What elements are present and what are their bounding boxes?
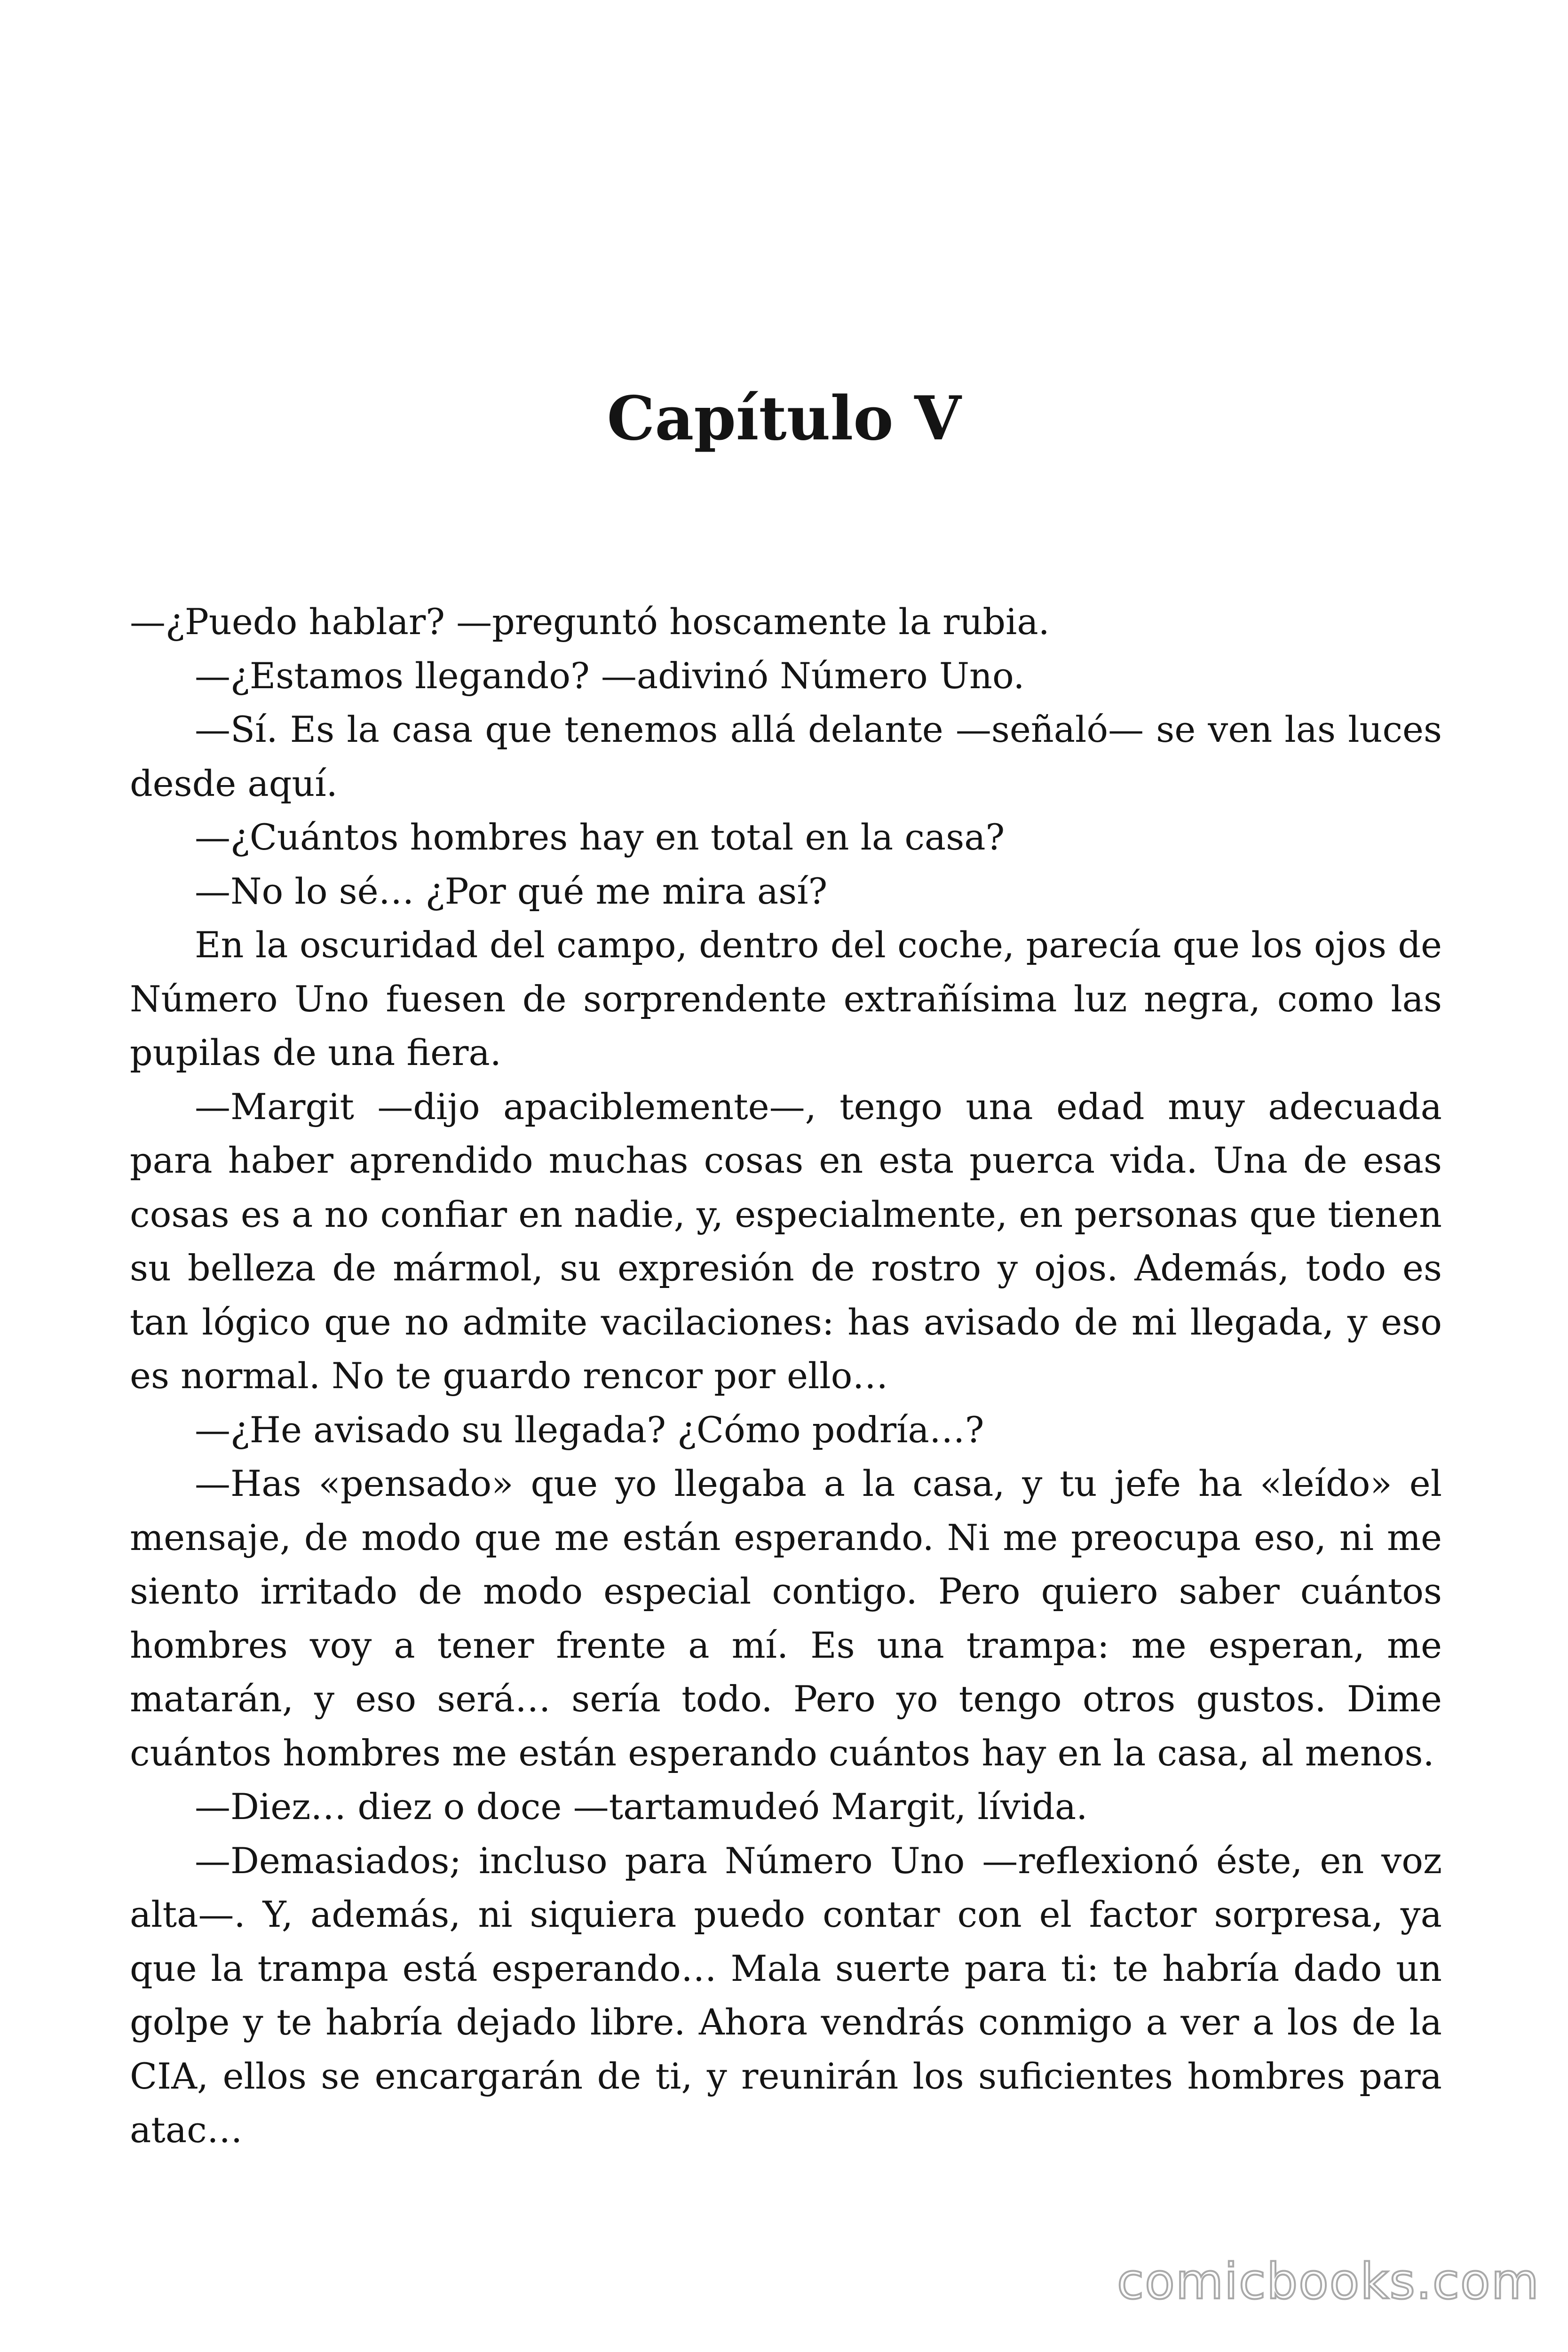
chapter-body <box>130 595 1442 2157</box>
paragraph: —Margit —dijo apaciblemente—, tengo una edad muy adecuada para haber aprendido muchas cosas en esta puerca vida. Una de esas cosas es a no confiar en nadie, y, especialmente, en personas que tienen su belleza de mármol, su expresión de rostro y ojos. Además, todo es tan lógico que no admite vacilaciones: has avisado de mi llegada, y eso es normal. No te guardo rencor por ello… <box>130 1085 1442 1397</box>
paragraph: —No lo sé… ¿Por qué me mira así? <box>195 870 828 912</box>
paragraph: —Has «pensado» que yo llegaba a la casa, y tu jefe ha «leído» el mensaje, de modo que me están esperando. Ni me preocupa eso, ni me siento irritado de modo especial contigo. Pero quiero saber cuántos hombres voy a tener frente a mí. Es una trampa: me esperan, me matarán, y eso será… sería todo. Pero yo tengo otros gustos. Dime cuántos hombres me están esperando cuántos hay en la casa, al menos. <box>130 1462 1442 1774</box>
paragraph: —Sí. Es la casa que tenemos allá delante —señaló— se ven las luces desde aquí. <box>130 708 1442 804</box>
paragraph: —¿Puedo hablar? —preguntó hoscamente la rubia. <box>130 601 1050 643</box>
paragraph: —Demasiados; incluso para Número Uno —reflexionó éste, en voz alta—. Y, además, ni siquiera puedo contar con el factor sorpresa, ya que la trampa está esperando… Mala suerte para ti: te habría dado un golpe y te habría dejado libre. Ahora vendrás conmigo a ver a los de la CIA, ellos se encargarán de ti, y reunirán los suficientes hombres para atac… <box>130 1839 1442 2151</box>
watermark: comicbooks.com <box>1117 2253 1540 2310</box>
paragraph: —Diez… diez o doce —tartamudeó Margit, lívida. <box>195 1786 1088 1828</box>
paragraph: En la oscuridad del campo, dentro del coche, parecía que los ojos de Número Uno fuesen de sorprendente extrañísima luz negra, como las pupilas de una fiera. <box>130 924 1442 1073</box>
paragraph: —¿He avisado su llegada? ¿Cómo podría…? <box>195 1408 984 1451</box>
chapter-title: Capítulo V <box>607 383 961 454</box>
paragraph: —¿Cuántos hombres hay en total en la casa? <box>195 816 1005 858</box>
paragraph: —¿Estamos llegando? —adivinó Número Uno. <box>195 654 1025 697</box>
